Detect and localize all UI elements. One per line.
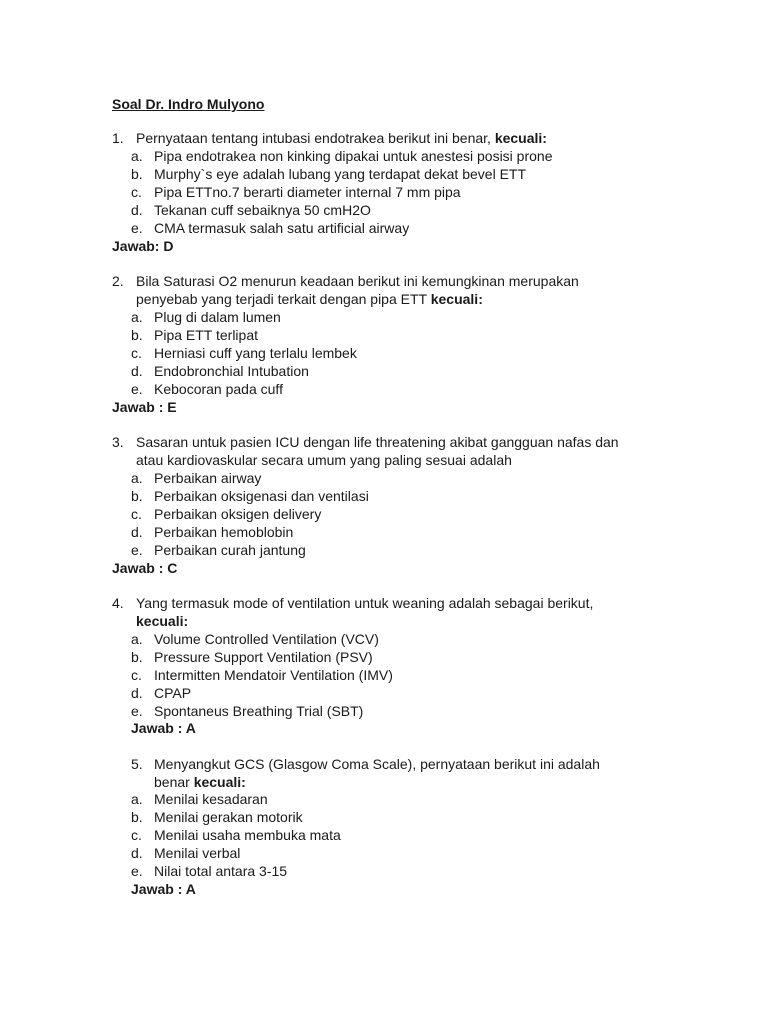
option-letter: c. bbox=[131, 667, 142, 683]
option-text: Nilai total antara 3-15 bbox=[154, 863, 288, 879]
option-letter: a. bbox=[131, 631, 143, 647]
question-5-text-line-2: benar kecuali: bbox=[154, 774, 246, 790]
question-4-exception: kecuali: bbox=[136, 613, 189, 629]
option-letter: b. bbox=[131, 649, 143, 665]
question-2-number: 2. bbox=[112, 273, 124, 289]
option-text: Kebocoran pada cuff bbox=[154, 381, 283, 397]
question-1-answer: Jawab: D bbox=[112, 238, 174, 254]
question-3-number: 3. bbox=[112, 434, 124, 450]
option-text: Perbaikan oksigenasi dan ventilasi bbox=[154, 488, 369, 504]
option-text: Pipa endotrakea non kinking dipakai untuk anestesi posisi prone bbox=[154, 148, 553, 164]
question-5-exception: kecuali: bbox=[193, 774, 246, 790]
option-text: Herniasi cuff yang terlalu lembek bbox=[154, 345, 357, 361]
option-letter: a. bbox=[131, 148, 143, 164]
option-letter: d. bbox=[131, 524, 143, 540]
question-2-exception: kecuali: bbox=[430, 291, 483, 307]
option-text: Pipa ETT terlipat bbox=[154, 327, 259, 343]
question-4-answer: Jawab : A bbox=[131, 720, 196, 736]
option-letter: c. bbox=[131, 184, 142, 200]
option-text: Spontaneus Breathing Trial (SBT) bbox=[154, 703, 364, 719]
question-4-number: 4. bbox=[112, 595, 124, 611]
option-letter: a. bbox=[131, 791, 143, 807]
question-3-answer: Jawab : C bbox=[112, 560, 178, 576]
question-2-text-line-2: penyebab yang terjadi terkait dengan pipa ETT kecuali: bbox=[136, 291, 483, 307]
question-5-number: 5. bbox=[131, 756, 143, 772]
option-text: Perbaikan airway bbox=[154, 470, 262, 486]
option-letter: b. bbox=[131, 166, 143, 182]
option-letter: c. bbox=[131, 506, 142, 522]
question-2-text-line-1: Bila Saturasi O2 menurun keadaan berikut ini kemungkinan merupakan bbox=[136, 273, 579, 289]
question-5-answer: Jawab : A bbox=[131, 881, 196, 897]
option-letter: d. bbox=[131, 685, 143, 701]
option-letter: b. bbox=[131, 809, 143, 825]
option-text: Murphy`s eye adalah lubang yang terdapat dekat bevel ETT bbox=[154, 166, 527, 182]
document-title: Soal Dr. Indro Mulyono bbox=[112, 96, 265, 112]
question-1-exception: kecuali: bbox=[494, 130, 547, 146]
option-letter: c. bbox=[131, 345, 142, 361]
option-text: Pipa ETTno.7 berarti diameter internal 7 mm pipa bbox=[154, 184, 461, 200]
option-letter: b. bbox=[131, 488, 143, 504]
question-1-text: Pernyataan tentang intubasi endotrakea berikut ini benar, kecuali: bbox=[136, 130, 547, 146]
question-1-number: 1. bbox=[112, 130, 124, 146]
question-3-text-line-2: atau kardiovaskular secara umum yang paling sesuai adalah bbox=[136, 452, 512, 468]
option-text: Menilai gerakan motorik bbox=[154, 809, 303, 825]
question-5-text-line-1: Menyangkut GCS (Glasgow Coma Scale), pernyataan berikut ini adalah bbox=[154, 756, 600, 772]
option-text: Endobronchial Intubation bbox=[154, 363, 309, 379]
question-4-text-line-1: Yang termasuk mode of ventilation untuk weaning adalah sebagai berikut, bbox=[136, 595, 594, 611]
option-letter: a. bbox=[131, 470, 143, 486]
option-text: Plug di dalam lumen bbox=[154, 309, 281, 325]
option-text: Menilai kesadaran bbox=[154, 791, 268, 807]
option-text: Perbaikan hemoblobin bbox=[154, 524, 294, 540]
option-letter: e. bbox=[131, 220, 143, 236]
option-letter: d. bbox=[131, 202, 143, 218]
option-letter: d. bbox=[131, 363, 143, 379]
option-letter: d. bbox=[131, 845, 143, 861]
option-letter: e. bbox=[131, 703, 143, 719]
option-text: CMA termasuk salah satu artificial airway bbox=[154, 220, 410, 236]
option-text: Pressure Support Ventilation (PSV) bbox=[154, 649, 373, 665]
option-text: Tekanan cuff sebaiknya 50 cmH2O bbox=[154, 202, 371, 218]
option-text: Perbaikan curah jantung bbox=[154, 542, 306, 558]
option-letter: c. bbox=[131, 827, 142, 843]
option-text: Menilai usaha membuka mata bbox=[154, 827, 341, 843]
option-letter: e. bbox=[131, 863, 143, 879]
option-letter: e. bbox=[131, 381, 143, 397]
option-letter: b. bbox=[131, 327, 143, 343]
option-text: Menilai verbal bbox=[154, 845, 241, 861]
option-text: Volume Controlled Ventilation (VCV) bbox=[154, 631, 379, 647]
option-letter: e. bbox=[131, 542, 143, 558]
option-text: CPAP bbox=[154, 685, 192, 701]
option-text: Perbaikan oksigen delivery bbox=[154, 506, 322, 522]
question-3-text-line-1: Sasaran untuk pasien ICU dengan life threatening akibat gangguan nafas dan bbox=[136, 434, 619, 450]
question-2-answer: Jawab : E bbox=[112, 399, 177, 415]
option-letter: a. bbox=[131, 309, 143, 325]
option-text: Intermitten Mendatoir Ventilation (IMV) bbox=[154, 667, 393, 683]
